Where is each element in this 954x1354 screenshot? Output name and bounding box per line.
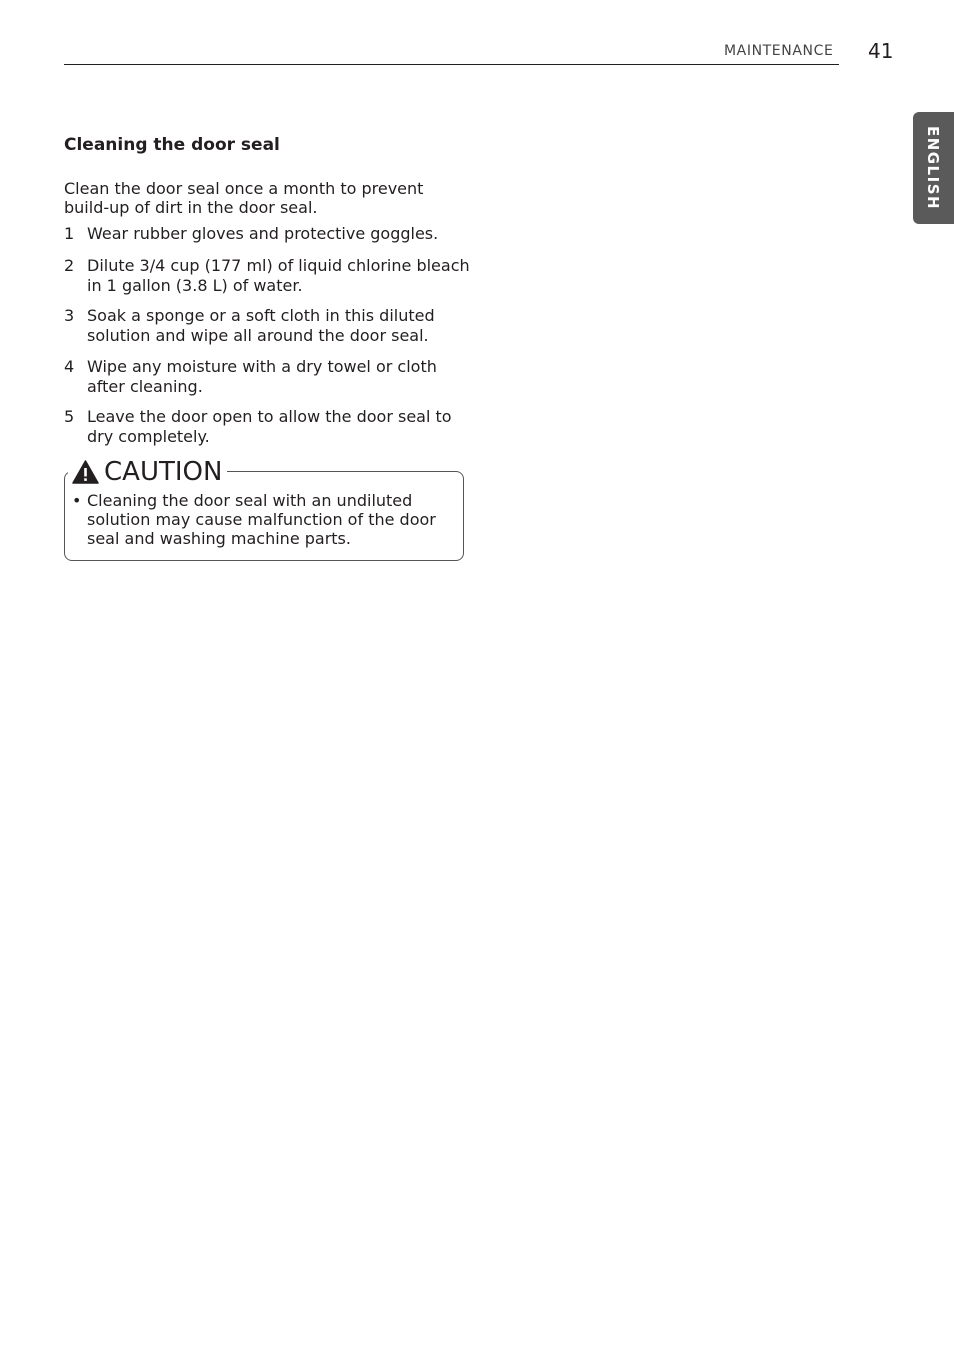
bullet-icon: • [72, 491, 82, 510]
step-text: Dilute 3/4 cup (177 ml) of liquid chlorine bleach in 1 gallon (3.8 L) of water. [87, 256, 470, 295]
step-text: Wear rubber gloves and protective goggles. [87, 224, 439, 243]
step-number: 4 [64, 357, 75, 376]
step-number: 5 [64, 407, 75, 426]
header-divider [64, 64, 839, 65]
caution-text: Cleaning the door seal with an undiluted solution may cause malfunction of the door seal and washing machine parts. [87, 491, 436, 548]
caution-title: CAUTION [104, 457, 223, 487]
caution-item [72, 491, 452, 548]
intro-paragraph: Clean the door seal once a month to prevent build-up of dirt in the door seal. [64, 179, 424, 217]
step-number: 2 [64, 256, 75, 275]
step-text: Leave the door open to allow the door seal to dry completely. [87, 407, 452, 446]
section-title: Cleaning the door seal [64, 135, 280, 155]
language-tab-label: ENGLISH [924, 125, 942, 211]
caution-heading [68, 456, 227, 488]
step-item [64, 357, 474, 397]
page-number: 41 [868, 39, 894, 63]
language-tab [913, 112, 954, 224]
step-number: 1 [64, 224, 75, 243]
steps-list [64, 224, 474, 447]
step-item [64, 306, 474, 346]
header-section-title: MAINTENANCE [724, 43, 834, 59]
step-number: 3 [64, 306, 75, 325]
step-text: Soak a sponge or a soft cloth in this diluted solution and wipe all around the door seal. [87, 306, 435, 345]
step-item [64, 224, 474, 244]
warning-triangle-icon [72, 460, 99, 484]
step-item [64, 407, 474, 447]
caution-list [72, 491, 452, 548]
step-item [64, 256, 474, 296]
step-text: Wipe any moisture with a dry towel or cloth after cleaning. [87, 357, 437, 396]
